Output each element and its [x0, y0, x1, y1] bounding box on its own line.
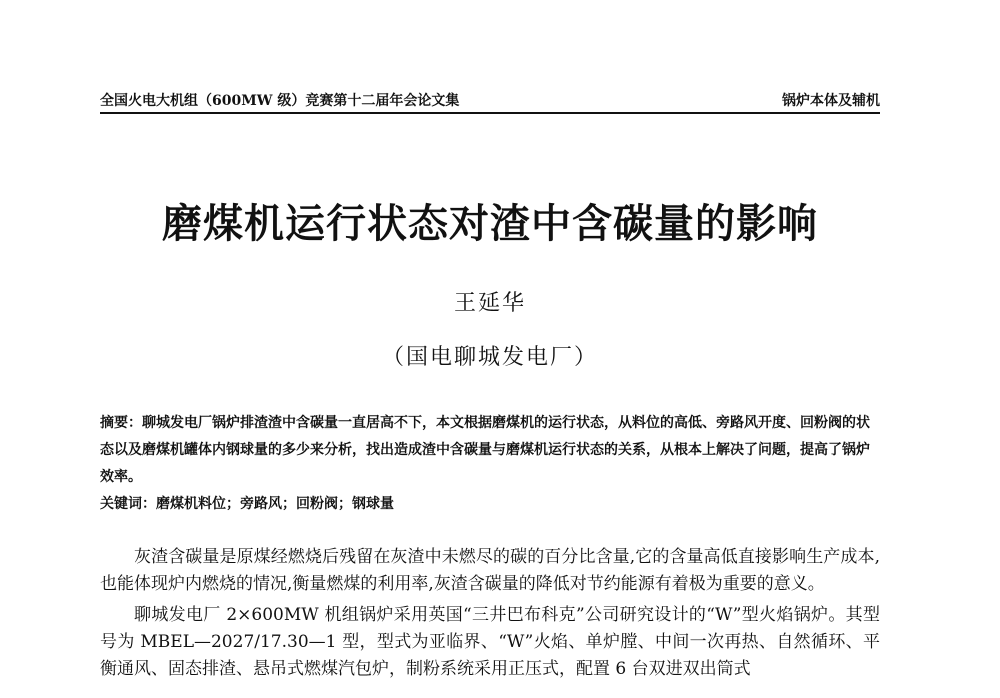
keywords	[100, 493, 880, 515]
abstract-label: 摘要：	[100, 415, 142, 431]
body-paragraph-1: 灰渣含碳量是原煤经燃烧后残留在灰渣中未燃尽的碳的百分比含量,它的含量高低直接影响生产成本,也能体现炉内燃烧的情况,衡量燃煤的利用率,灰渣含碳量的降低对节约能源有着极为重要的意义。	[100, 547, 880, 594]
author-name: 王延华	[453, 291, 526, 316]
abstract-text: 聊城发电厂锅炉排渣渣中含碳量一直居高不下，本文根据磨煤机的运行状态，从料位的高低、旁路风开度、回粉阀的状态以及磨煤机罐体内钢球量的多少来分析，找出造成渣中含碳量与磨煤机运行状态的关系，从根本上解决了问题，提高了锅炉效率。	[100, 415, 870, 485]
running-header	[100, 88, 880, 114]
section-name: 锅炉本体及辅机	[782, 93, 880, 109]
abstract	[100, 410, 880, 491]
body-text	[100, 544, 880, 687]
keywords-text: 磨煤机料位；旁路风；回粉阀；钢球量	[156, 496, 394, 512]
proceedings-title: 全国火电大机组（600MW 级）竞赛第十二届年会论文集	[100, 93, 460, 109]
body-paragraph-2: 聊城发电厂 2×600MW 机组锅炉采用英国“三井巴布科克”公司研究设计的“W”型火焰锅炉。其型号为 MBEL—2027/17.30—1 型，型式为亚临界、“W”火焰、单炉膛、中间一次再热、自然循环、平衡通风、固态排渣、悬吊式燃煤汽包炉，制粉系统采用正压式，配置 6 台双进双出筒式	[100, 605, 880, 679]
author-affiliation: （国电聊城发电厂）	[381, 345, 598, 370]
keywords-label: 关键词：	[100, 496, 156, 512]
paper-title: 磨煤机运行状态对渣中含碳量的影响	[162, 201, 818, 247]
